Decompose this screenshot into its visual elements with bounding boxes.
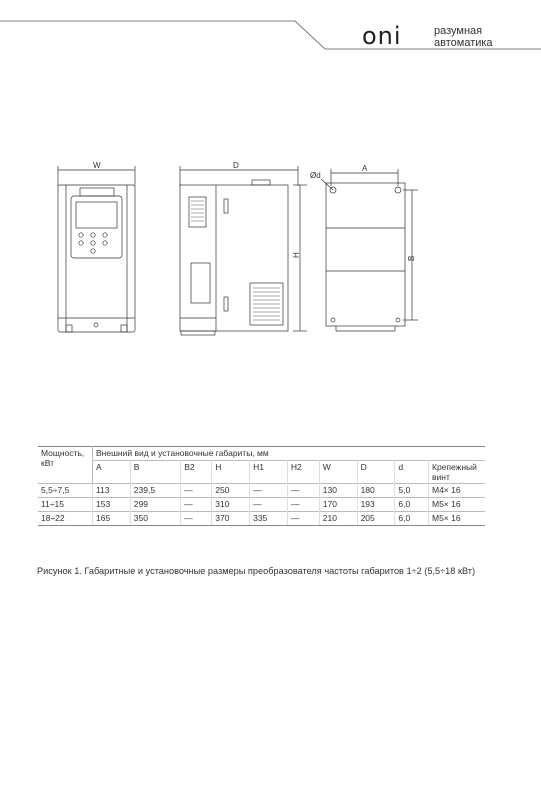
table-cell: 310 xyxy=(212,498,250,512)
table-cell: 153 xyxy=(93,498,131,512)
brand-logo: oni xyxy=(362,22,402,50)
col-header: H1 xyxy=(250,461,288,484)
dim-hole-label: Ød xyxy=(310,171,321,180)
table-cell: 170 xyxy=(319,498,357,512)
table-cell: — xyxy=(181,484,212,498)
dim-b-label: B xyxy=(407,255,416,261)
brand-tagline xyxy=(434,25,493,49)
table-row xyxy=(38,484,485,498)
table-cell: 350 xyxy=(130,512,180,526)
col-header: W xyxy=(319,461,357,484)
figure-caption: Рисунок 1. Габаритные и установочные размеры преобразователя частоты габаритов 1÷2 (5,5÷18 кВт) xyxy=(37,566,476,576)
table-cell: M5× 16 xyxy=(429,512,486,526)
table-cell: — xyxy=(250,484,288,498)
col-header: Крепежный винт xyxy=(429,461,486,484)
col-header: B xyxy=(130,461,180,484)
table-cell: 5,5÷7,5 xyxy=(38,484,93,498)
table-cell: 18÷22 xyxy=(38,512,93,526)
table-cell: — xyxy=(250,498,288,512)
table-cell: M5× 16 xyxy=(429,498,486,512)
col-header: D xyxy=(357,461,395,484)
table-cell: 299 xyxy=(130,498,180,512)
table-cell: — xyxy=(287,484,319,498)
table-cell: — xyxy=(287,512,319,526)
col-header: B2 xyxy=(181,461,212,484)
table-column-row xyxy=(38,461,485,484)
table-cell: 370 xyxy=(212,512,250,526)
dimension-drawing xyxy=(0,150,541,350)
table-cell: 5,0 xyxy=(395,484,429,498)
table-cell: 11÷15 xyxy=(38,498,93,512)
table-cell: M4× 16 xyxy=(429,484,486,498)
power-header: Мощность, кВт xyxy=(38,447,93,484)
tagline-line2: автоматика xyxy=(434,37,493,49)
col-header: H2 xyxy=(287,461,319,484)
table-cell: 205 xyxy=(357,512,395,526)
tagline-line1: разумная xyxy=(434,25,483,37)
table-cell: 113 xyxy=(93,484,131,498)
table-cell: 180 xyxy=(357,484,395,498)
dim-a-label: A xyxy=(362,164,368,173)
side-view xyxy=(180,166,307,335)
dim-d-label: D xyxy=(233,161,239,170)
table-cell: 250 xyxy=(212,484,250,498)
dim-h-label: H xyxy=(292,252,301,258)
table-cell: 335 xyxy=(250,512,288,526)
table-cell: 6,0 xyxy=(395,498,429,512)
table-cell: 193 xyxy=(357,498,395,512)
rear-view xyxy=(321,169,418,331)
table-cell: 165 xyxy=(93,512,131,526)
table-cell: 239,5 xyxy=(130,484,180,498)
col-header: d xyxy=(395,461,429,484)
table-row xyxy=(38,498,485,512)
col-header: H xyxy=(212,461,250,484)
col-header: A xyxy=(93,461,131,484)
table-cell: 6,0 xyxy=(395,512,429,526)
table-header-row xyxy=(38,447,485,461)
table-cell: — xyxy=(181,512,212,526)
table-cell: — xyxy=(181,498,212,512)
dimensions-table xyxy=(38,446,485,526)
table-cell: 130 xyxy=(319,484,357,498)
table-row xyxy=(38,512,485,526)
front-view xyxy=(58,166,135,332)
table-cell: 210 xyxy=(319,512,357,526)
dim-w-label: W xyxy=(93,161,101,170)
table-cell: — xyxy=(287,498,319,512)
dims-header: Внешний вид и установочные габариты, мм xyxy=(93,447,486,461)
